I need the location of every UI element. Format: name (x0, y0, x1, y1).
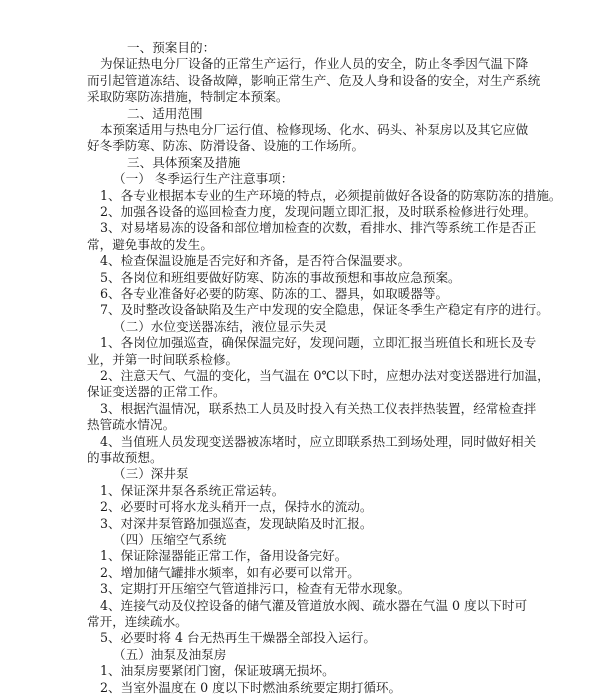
text-line-continuation: 采取防寒防冻措施，特制定本预案。 (87, 89, 289, 105)
text-line-continuation: 好冬季防寒、防冻、防滑设备、设施的工作场所。 (87, 138, 365, 154)
text-line-continuation: 业，并第一时间联系检修。 (87, 351, 239, 367)
text-line: 2、加强各设备的巡回检查力度，发现问题立即汇报，及时联系检修进行处理。 (100, 204, 537, 219)
list-item: 2、增加储气罐排水频率，如有必要可以常开。 (100, 564, 360, 580)
subsection-heading: （二）水位变送器冻结，液位显示失灵 (113, 318, 328, 334)
subsection-heading: （三）深井泵 (113, 466, 189, 482)
list-item: 5、必要时将 4 台无热再生干燥器全部投入运行。 (100, 630, 376, 646)
list-item: 5、各岗位和班组要做好防寒、防冻的事故预想和事故应急预案。 (100, 269, 461, 285)
text-line-continuation: 保证变送器的正常工作。 (87, 384, 226, 400)
list-item: 1、保证深井泵各系统正常运转。 (100, 482, 285, 498)
text-line: 而引起管道冻结、设备故障，影响正常生产、危及人身和设备的安全，对生产系统 (87, 72, 541, 88)
section-heading: 三、具体预案及措施 (127, 154, 241, 170)
list-item: 1、保证除湿器能正常工作，备用设备完好。 (100, 548, 348, 564)
list-item: 3、对深井泵管路加强巡查，发现缺陷及时汇报。 (100, 515, 373, 531)
text-line: 1、各岗位加强巡查，确保保温完好，发现问题，立即汇报当班值长和班长及专 (100, 335, 537, 351)
text-line: 4、连接气动及仪控设备的储气灌及管道放水阀、疏水器在气温 0 度以下时可 (100, 597, 528, 613)
text-line: 1、各专业根据本专业的生产环境的特点，必须提前做好各设备的防寒防冻的措施。 (100, 187, 562, 203)
text-line: 4、当值班人员发现变送器被冻堵时，应立即联系热工到场处理，同时做好相关 (100, 433, 537, 449)
list-item: 1、油泵房要紧闭门窗，保证玻璃无损坏。 (100, 663, 335, 679)
text-line: 7、及时整改设备缺陷及生产中发现的安全隐患，保证冬季生产稳定有序的进行。 (100, 302, 549, 318)
subsection-heading: （四）压缩空气系统 (113, 532, 227, 547)
text-line: 3、根据汽温情况，联系热工人员及时投入有关热工仪表拌热装置，经常检查拌 (100, 400, 537, 416)
list-item: 4、检查保温设施是否完好和齐备，是否符合保温要求。 (100, 253, 411, 269)
section-heading: 一、预案目的： (127, 40, 216, 55)
text-line-continuation: 常开，连续疏水。 (87, 614, 188, 629)
list-item: 2、当室外温度在 0 度以下时燃油系统要定期打循环。 (100, 679, 402, 695)
text-line-continuation: 热管疏水情况。 (87, 417, 176, 433)
subsection-heading: （五）油泵及油泵房 (113, 646, 227, 662)
list-item: 3、定期打开压缩空气管道排污口，检查有无带水现象。 (100, 581, 411, 597)
text-line: 为保证热电分厂设备的正常生产运行，作业人员的安全，防止冬季因气温下降 (100, 56, 529, 72)
text-line: 本预案适用与热电分厂运行值、检修现场、化水、码头、补泵房以及其它应做 (100, 122, 529, 137)
text-line: 3、对易堵易冻的设备和部位增加检查的次数，看排水、排汽等系统工作是否正 (100, 220, 537, 236)
subsection-heading: （一） 冬季运行生产注意事项： (113, 171, 294, 187)
list-item: 2、必要时可将水龙头稍开一点，保持水的流动。 (100, 499, 373, 515)
text-line: 2、注意天气、气温的变化，当气温在 0℃以下时，应想办法对变送器进行加温， (100, 368, 550, 383)
list-item: 6、各专业准备好必要的防寒、防冻的工、器具，如取暖器等。 (100, 286, 449, 301)
text-line-continuation: 常，避免事故的发生。 (87, 236, 213, 252)
text-line-continuation: 的事故预想。 (87, 450, 163, 465)
section-heading: 二、适用范围 (127, 105, 203, 121)
